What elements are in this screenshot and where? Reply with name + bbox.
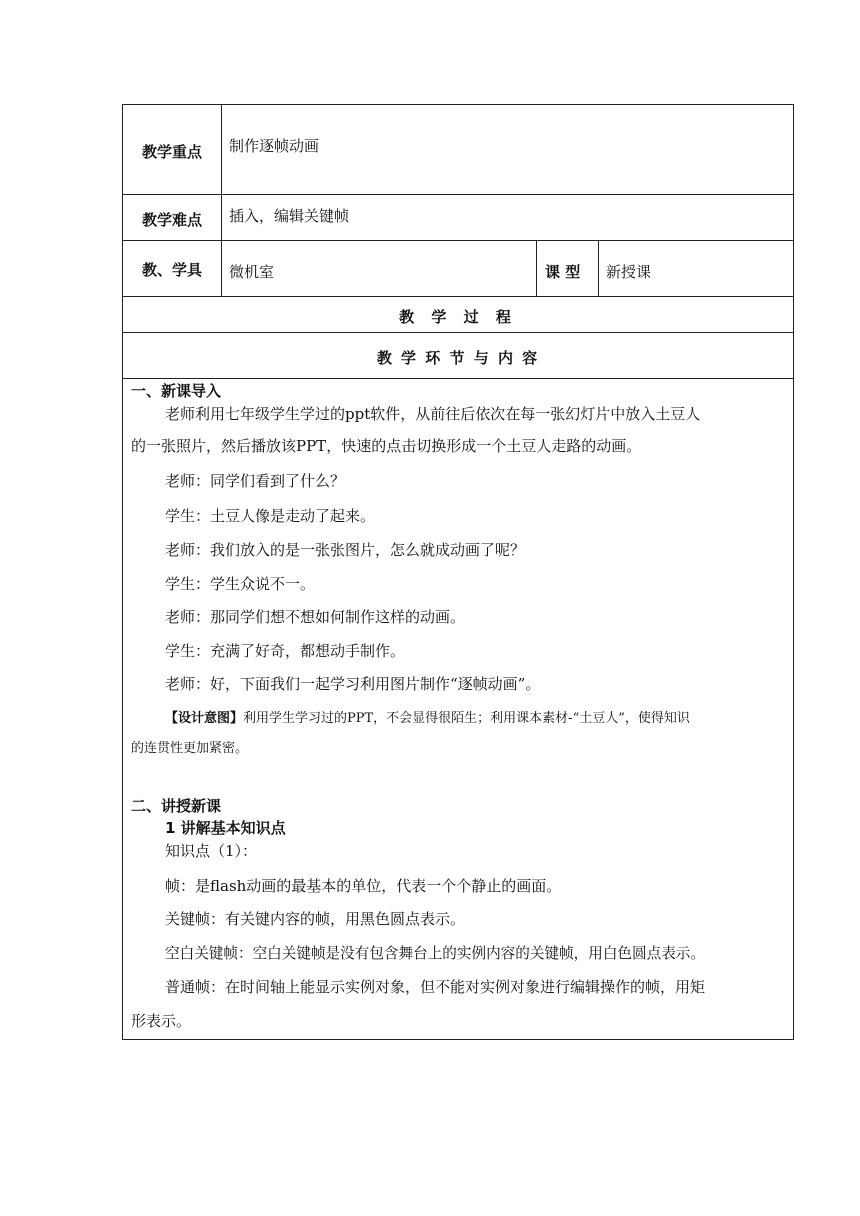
knowledge-point-label: 知识点（1）： [165,842,258,860]
knowledge-item: 普通帧：在时间轴上能显示实例对象，但不能对实例对象进行编辑操作的帧，用矩 [165,978,706,996]
tools-value: 微机室 [229,263,275,281]
lesson-plan-table [122,104,794,1040]
focus-label: 教学重点 [141,143,202,161]
focus-value: 制作逐帧动画 [229,137,320,155]
part1-heading: 一、新课导入 [131,382,222,400]
dialog-line: 老师：我们放入的是一张张图片，怎么就成动画了呢？ [165,541,526,559]
design-intent-tag: 【设计意图】 [165,711,244,726]
knowledge-item: 帧：是flash动画的最基本的单位，代表一个个静止的画面。 [165,877,562,895]
knowledge-item: 关键帧：有关键内容的帧，用黑色圆点表示。 [165,910,466,928]
part2-subheading: 1 讲解基本知识点 [165,819,286,837]
row-difficulty [123,195,793,241]
row-tools [123,241,793,297]
part1-paragraph-line2: 的一张照片，然后播放该PPT，快速的点击切换形成一个土豆人走路的动画。 [131,437,642,455]
dialog-line: 老师：好，下面我们一起学习利用图片制作“逐帧动画”。 [165,675,541,693]
design-intent-line2: 的连贯性更加紧密。 [131,741,249,756]
knowledge-item: 空白关键帧：空白关键帧是没有包含舞台上的实例内容的关键帧，用白色圆点表示。 [165,945,705,962]
difficulty-value: 插入，编辑关键帧 [229,207,350,225]
design-intent-text: 利用学生学习过的PPT，不会显得很陌生；利用课本素材-“土豆人”，使得知识 [243,711,690,726]
knowledge-item-continued: 形表示。 [131,1012,192,1030]
part2-heading: 二、讲授新课 [131,797,222,815]
design-intent-line1 [165,707,690,726]
dialog-line: 老师：那同学们想不想如何制作这样的动画。 [165,608,466,626]
section-title: 教 学 环 节 与 内 容 [376,349,540,367]
row-focus [123,105,793,195]
process-title: 教 学 过 程 [399,308,517,326]
part1-paragraph-line1: 老师利用七年级学生学过的ppt软件，从前往后依次在每一张幻灯片中放入土豆人 [165,405,701,423]
type-label: 课 型 [545,263,581,281]
dialog-line: 学生：土豆人像是走动了起来。 [165,507,376,525]
type-value: 新授课 [606,263,652,281]
dialog-line: 学生：学生众说不一。 [165,575,316,593]
dialog-line: 学生：充满了好奇，都想动手制作。 [165,642,406,660]
difficulty-label: 教学难点 [141,211,202,229]
row-process [123,297,793,333]
dialog-line: 老师：同学们看到了什么？ [165,472,346,490]
tools-label: 教、学具 [141,261,202,279]
row-section [123,333,793,379]
